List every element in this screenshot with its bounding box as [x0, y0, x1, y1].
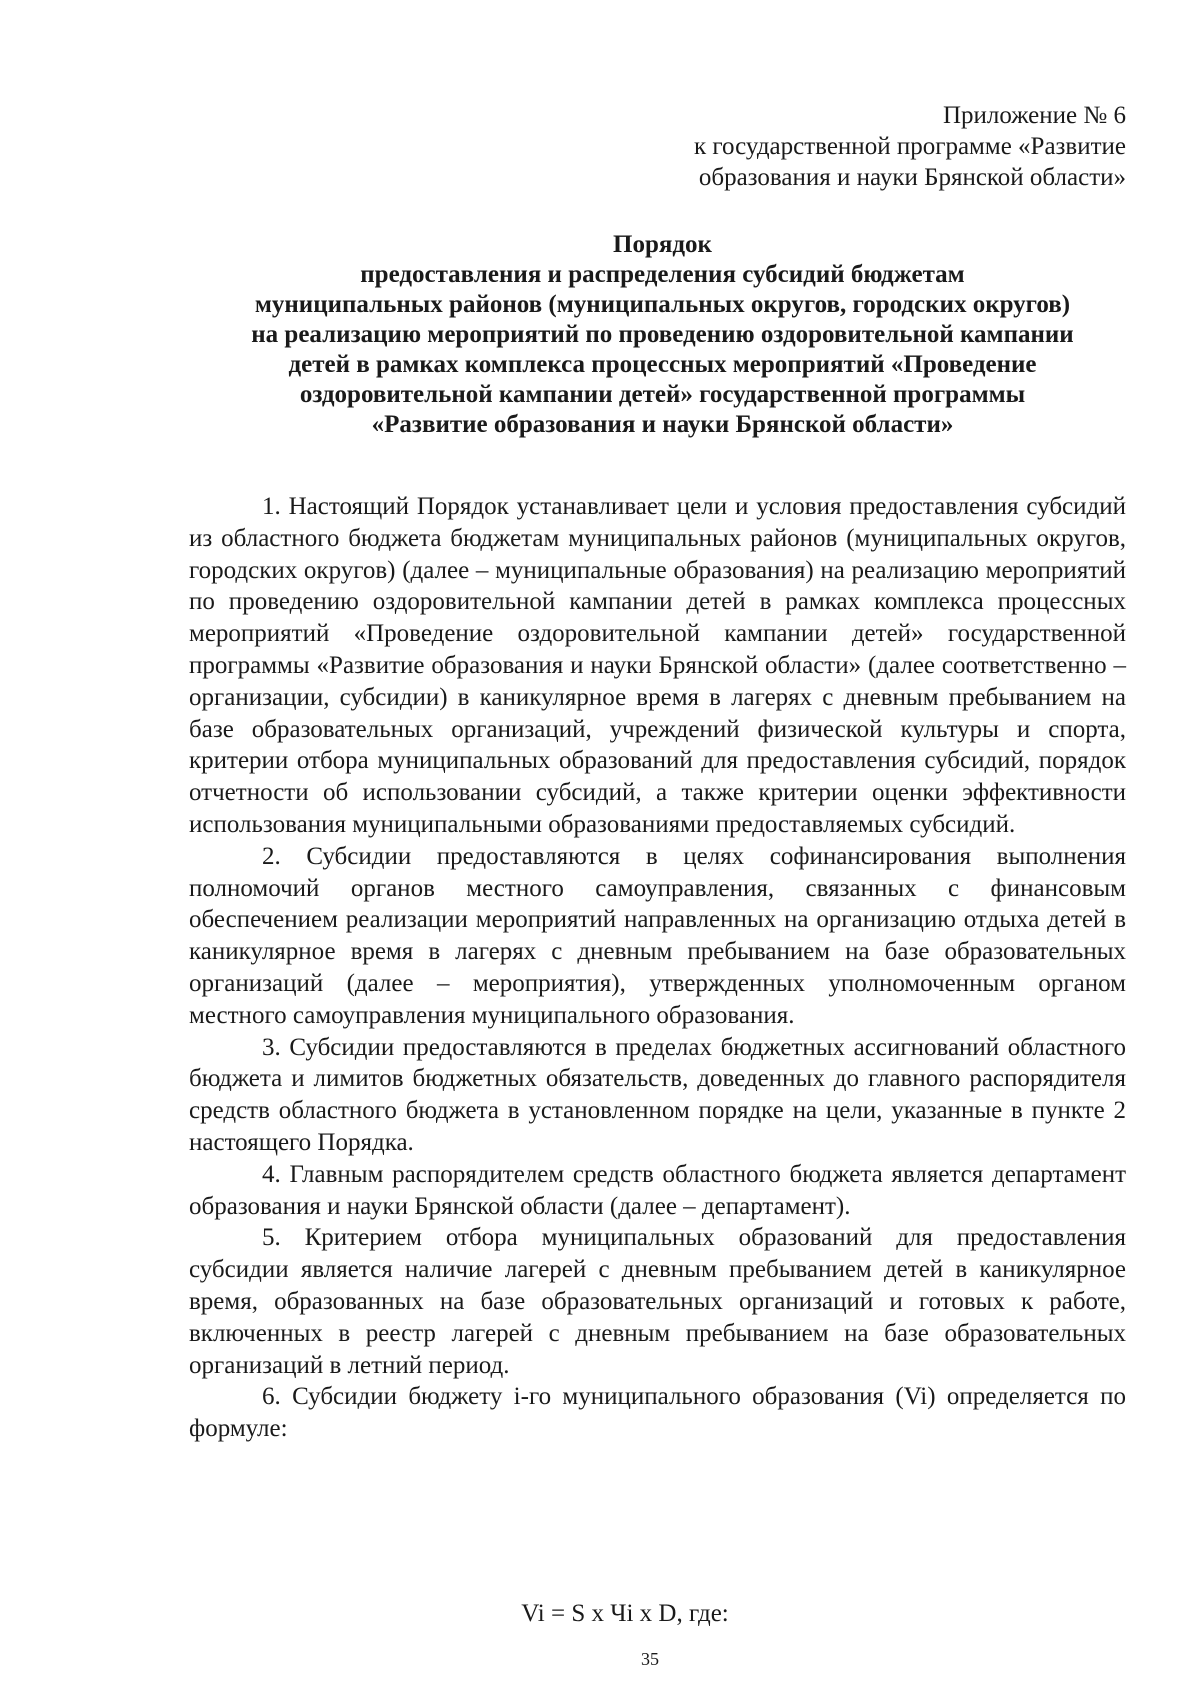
title-line: муниципальных районов (муниципальных округов, городских округов): [254, 291, 1071, 318]
title-line: оздоровительной кампании детей» государственной программы: [299, 381, 1026, 408]
formula: Vi = S x Чi x D, где:: [521, 1600, 729, 1627]
paragraph-2: 2. Субсидии предоставляются в целях софинансирования выполнения полномочий органов местного самоуправления, связанных с финансовым обеспечением реализации мероприятий направленных на организацию отдыха детей в каникулярное время в лагерях с дневным пребыванием на базе образовательных организаций (далее – мероприятия), утвержденных уполномоченным органом местного самоуправления муниципального образования.: [189, 842, 1126, 1029]
document-title: [170, 230, 1155, 440]
paragraph-1: 1. Настоящий Порядок устанавливает цели и условия предоставления субсидий из областного бюджета бюджетам муниципальных районов (муниципальных округов, городских округов) (далее – муниципальные образования) на реализацию мероприятий по проведению оздоровительной кампании детей в рамках комплекса процессных мероприятий «Проведение оздоровительной кампании детей» государственной программы «Развитие образования и науки Брянской области» (далее соответственно – организации, субсидии) в каникулярное время в лагерях с дневным пребыванием на базе образовательных организаций, учреждений физической культуры и спорта, критерии отбора муниципальных образований для предоставления субсидий, порядок отчетности об использовании субсидий, а также критерии оценки эффективности использования муниципальными образованиями предоставляемых субсидий.: [189, 493, 1126, 838]
document-body: [189, 491, 1126, 1445]
appendix-number: Приложение № 6: [942, 102, 1126, 129]
page-number: 35: [641, 1649, 659, 1669]
paragraph-4: 4. Главным распорядителем средств областного бюджета является департамент образования и науки Брянской области (далее – департамент).: [189, 1160, 1126, 1220]
appendix-header: [526, 100, 1126, 193]
title-line: на реализацию мероприятий по проведению оздоровительной кампании: [251, 321, 1074, 348]
title-line: «Развитие образования и науки Брянской области»: [371, 411, 954, 438]
paragraph-3: 3. Субсидии предоставляются в пределах бюджетных ассигнований областного бюджета и лимитов бюджетных обязательств, доведенных до главного распорядителя средств областного бюджета в установленном порядке на цели, указанные в пункте 2 настоящего Порядка.: [189, 1033, 1126, 1156]
paragraph-5: 5. Критерием отбора муниципальных образований для предоставления субсидии является наличие лагерей с дневным пребыванием детей в каникулярное время, образованных на базе образовательных организаций и готовых к работе, включенных в реестр лагерей с дневным пребыванием на базе образовательных организаций в летний период.: [189, 1224, 1126, 1379]
title-heading: Порядок: [613, 231, 712, 258]
title-line: предоставления и распределения субсидий бюджетам: [360, 261, 965, 288]
appendix-program-line: к государственной программе «Развитие: [694, 133, 1126, 160]
paragraph-6: 6. Субсидии бюджету i-го муниципального образования (Vi) определяется по формуле:: [189, 1383, 1126, 1443]
appendix-program-name: образования и науки Брянской области»: [698, 164, 1126, 191]
title-line: детей в рамках комплекса процессных мероприятий «Проведение: [288, 351, 1037, 378]
